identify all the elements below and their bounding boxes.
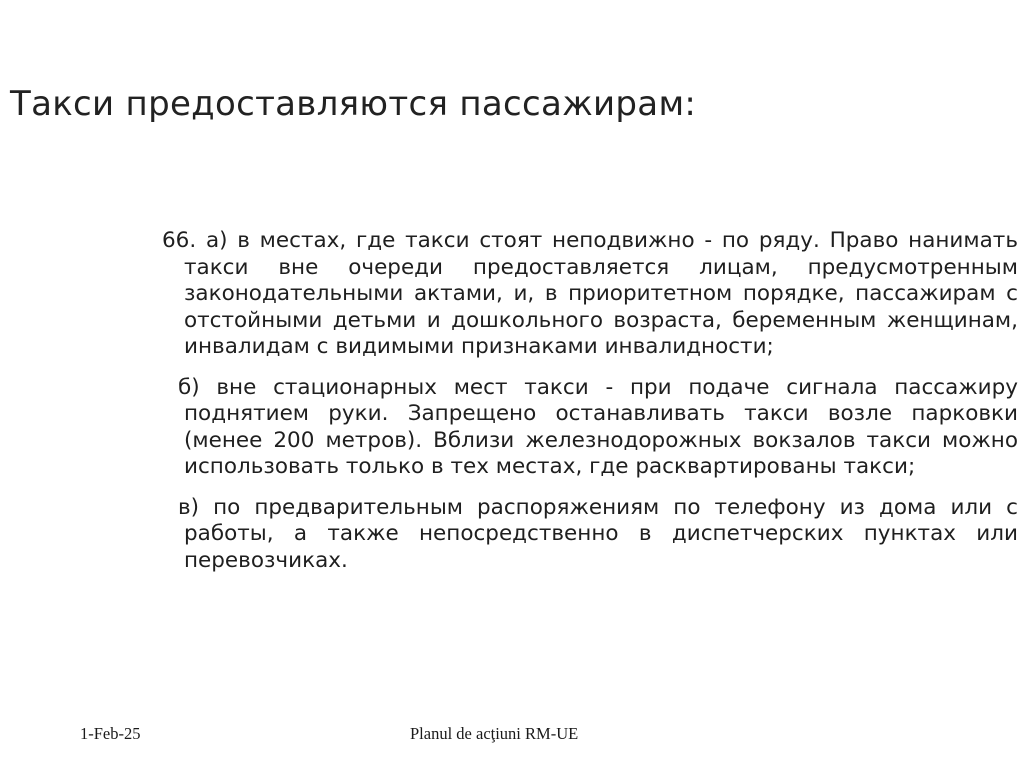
footer-date: 1-Feb-25 — [80, 724, 141, 743]
paragraph-b: б) вне стационарных мест такси - при подаче сигнала пассажиру поднятием руки. Запрещено останавливать такси возле парковки (менее 200 метров). Вблизи железнодорожных вокзалов такси можно использовать только в тех местах, где расквартированы такси; — [178, 374, 1018, 479]
slide-body — [160, 228, 1018, 574]
paragraph-c: в) по предварительным распоряжениям по телефону из дома или с работы, а также непосредственно в диспетчерских пунктах или перевозчиках. — [178, 494, 1018, 573]
slide-title: Такси предоставляются пассажирам: — [10, 84, 697, 124]
footer-title: Planul de acţiuni RM-UE — [410, 724, 579, 743]
paragraph-a: 66. а) в местах, где такси стоят неподвижно - по ряду. Право нанимать такси вне очереди предоставляется лицам, предусмотренным законодательными актами, и, в приоритетном порядке, пассажирам с отстойными детьми и дошкольного возраста, беременным женщинам, инвалидам с видимыми признаками инвалидности; — [162, 228, 1018, 359]
